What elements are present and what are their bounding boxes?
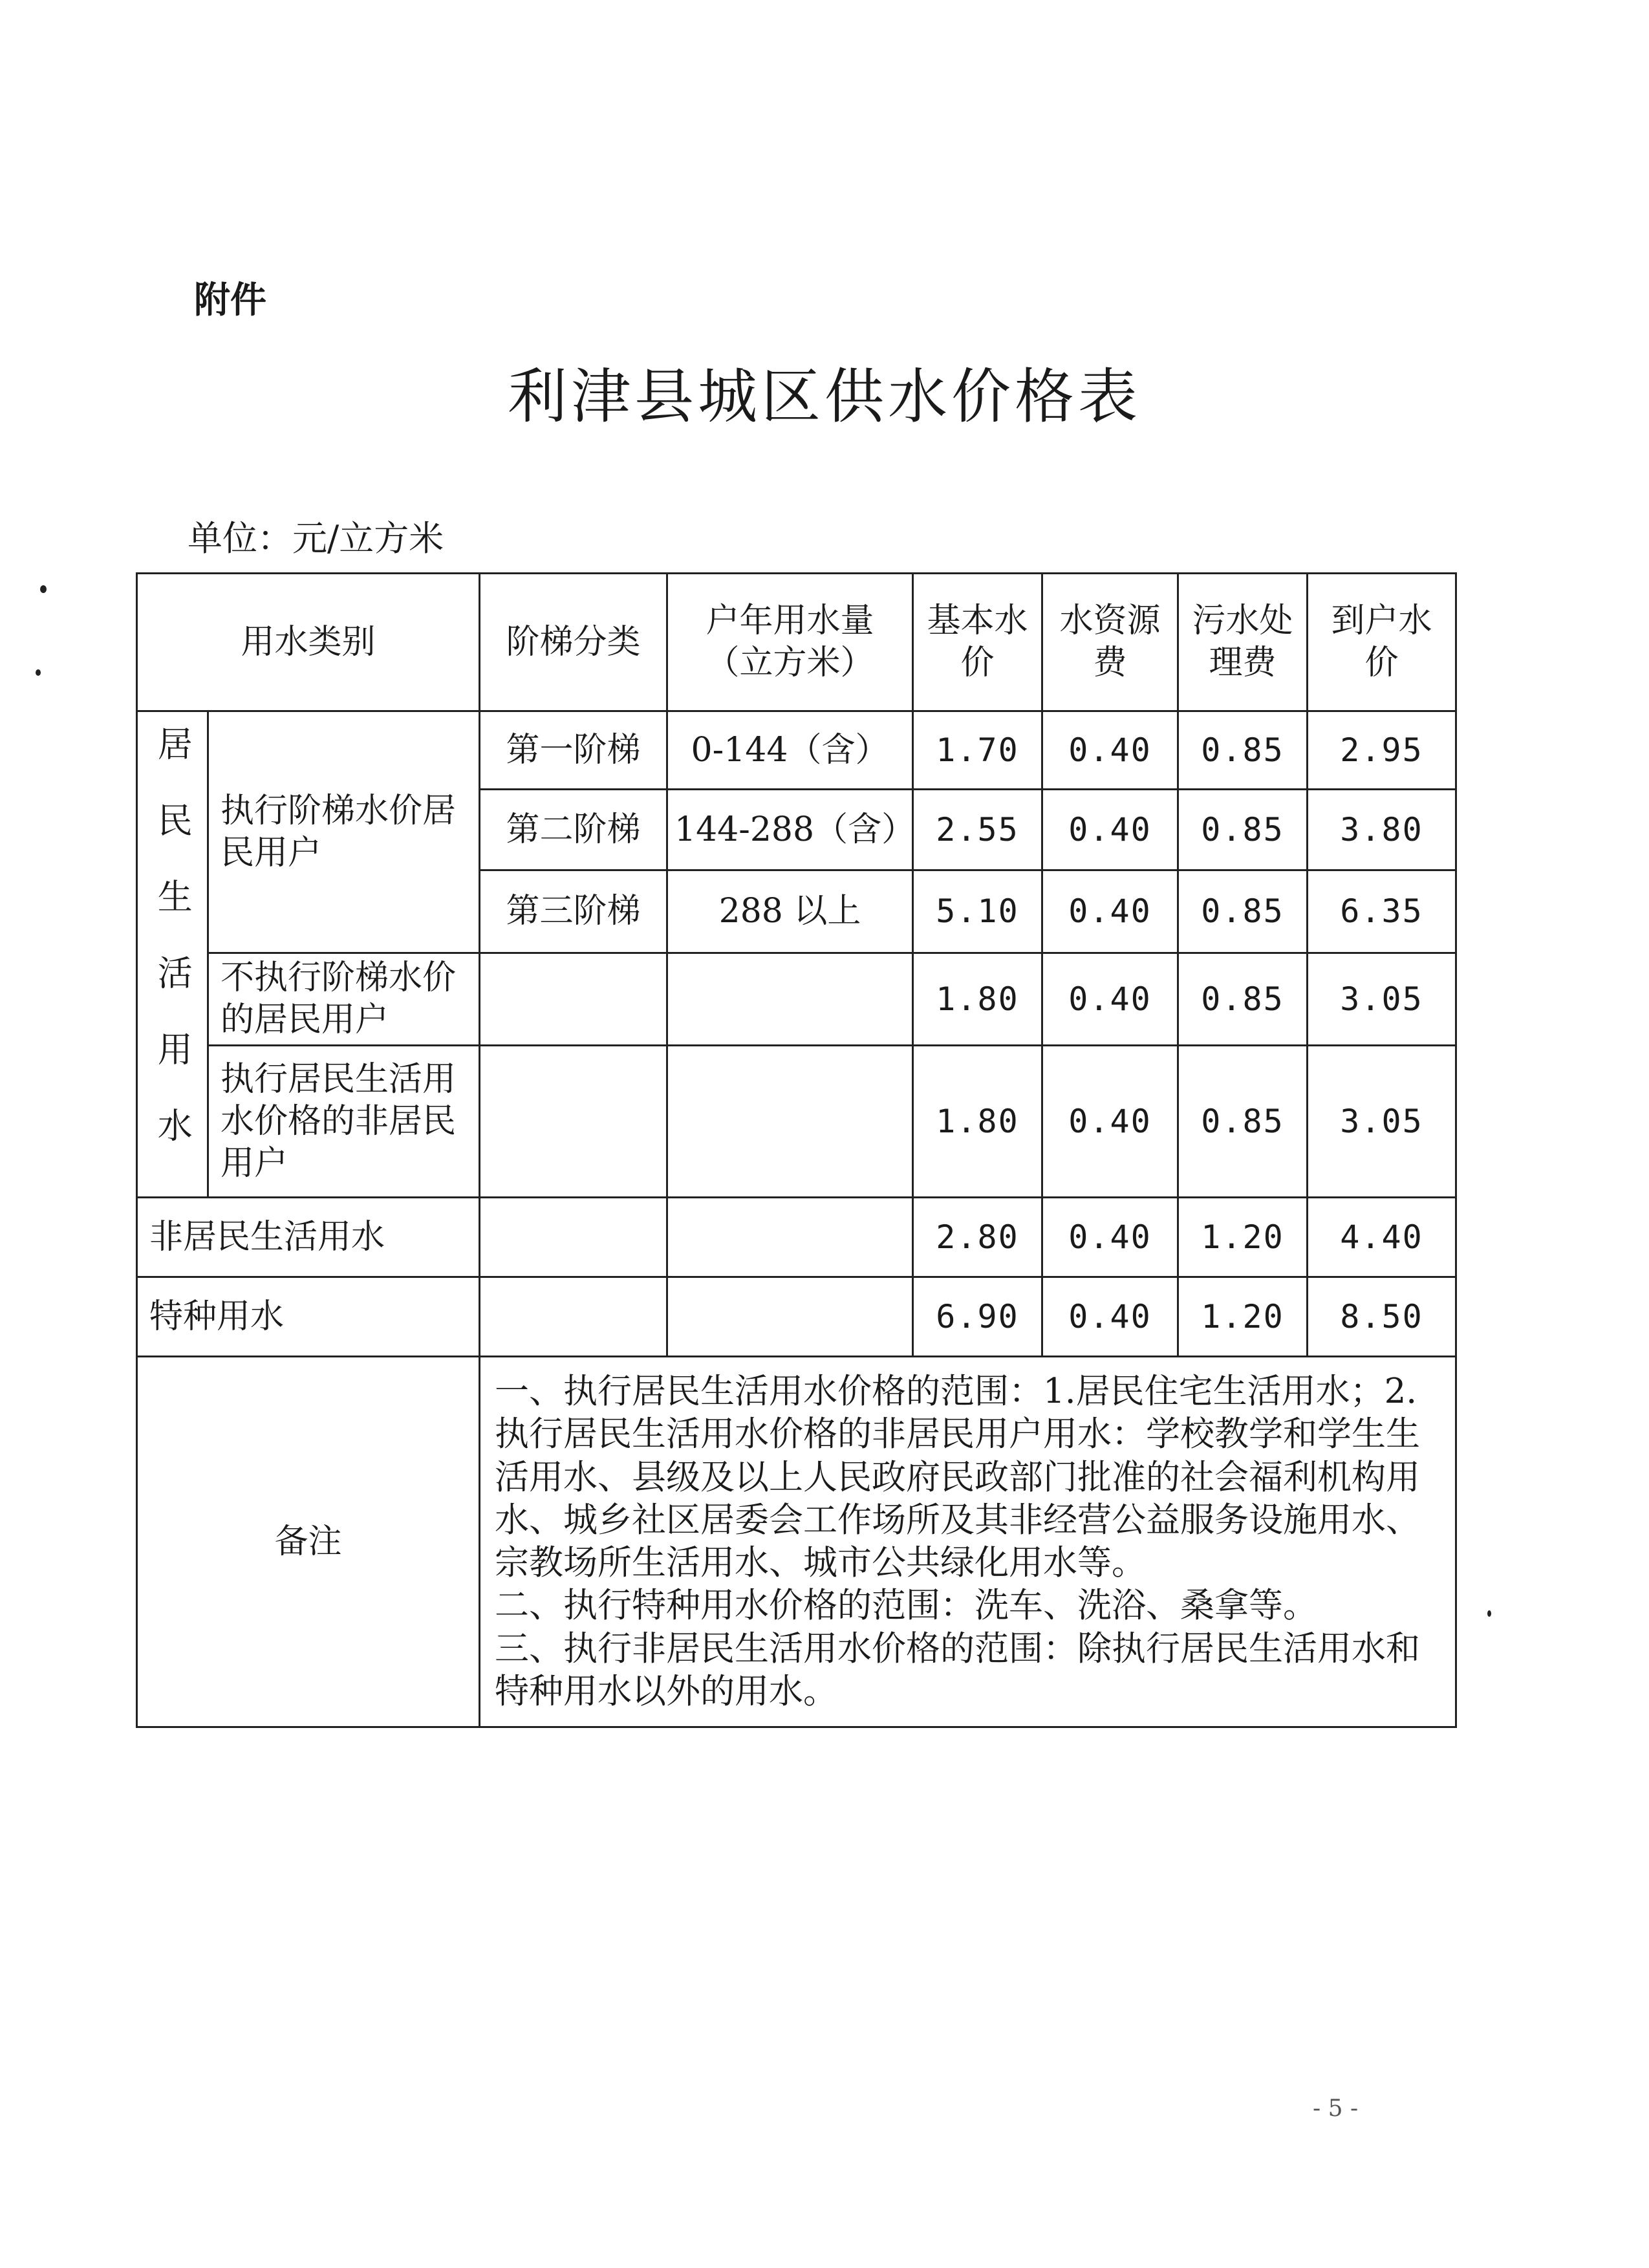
header-resource-fee: 水资源费 [1042, 574, 1178, 711]
tier-volume: 144-288（含） [667, 790, 913, 870]
tier-name: 第一阶梯 [480, 711, 667, 790]
resource-fee-cell: 0.40 [1042, 790, 1178, 870]
table-row [137, 1198, 1456, 1277]
empty-cell [667, 1046, 913, 1198]
resource-fee-cell: 0.40 [1042, 953, 1178, 1046]
header-category: 用水类别 [137, 574, 480, 711]
scan-speck [36, 669, 41, 676]
notes-label: 备注 [137, 1357, 480, 1727]
notes-row [137, 1357, 1456, 1727]
non-resident-at-res-label: 执行居民生活用水价格的非居民用户 [208, 1046, 480, 1198]
note-item: 三、执行非居民生活用水价格的范围：除执行居民生活用水和特种用水以外的用水。 [495, 1628, 1421, 1711]
resource-fee-cell: 0.40 [1042, 870, 1178, 953]
base-price-cell: 1.70 [913, 711, 1042, 790]
base-price-cell: 5.10 [913, 870, 1042, 953]
sewage-fee-cell: 1.20 [1178, 1198, 1308, 1277]
tier-volume: 0-144（含） [667, 711, 913, 790]
empty-cell [480, 1198, 667, 1277]
total-price-cell: 3.05 [1308, 1046, 1456, 1198]
non-tiered-label: 不执行阶梯水价的居民用户 [208, 953, 480, 1046]
scan-speck [40, 585, 47, 593]
base-price-cell: 2.55 [913, 790, 1042, 870]
total-price-cell: 3.80 [1308, 790, 1456, 870]
empty-cell [480, 953, 667, 1046]
tier-volume: 288 以上 [667, 870, 913, 953]
sewage-fee-cell: 0.85 [1178, 790, 1308, 870]
total-price-cell: 4.40 [1308, 1198, 1456, 1277]
empty-cell [667, 1277, 913, 1357]
sewage-fee-cell: 0.85 [1178, 870, 1308, 953]
header-base-price: 基本水价 [913, 574, 1042, 711]
sewage-fee-cell: 1.20 [1178, 1277, 1308, 1357]
empty-cell [667, 1198, 913, 1277]
total-price-cell: 2.95 [1308, 711, 1456, 790]
unit-label: 单位：元/立方米 [188, 518, 444, 559]
empty-cell [667, 953, 913, 1046]
resource-fee-cell: 0.40 [1042, 1198, 1178, 1277]
table-row [137, 1046, 1456, 1198]
sewage-fee-cell: 0.85 [1178, 1046, 1308, 1198]
base-price-cell: 1.80 [913, 953, 1042, 1046]
sewage-fee-cell: 0.85 [1178, 953, 1308, 1046]
tier-name: 第三阶梯 [480, 870, 667, 953]
residential-group-label: 居民生活用水 [137, 711, 208, 1198]
tiered-group-label: 执行阶梯水价居民用户 [208, 711, 480, 953]
table-row [137, 1277, 1456, 1357]
total-price-cell: 3.05 [1308, 953, 1456, 1046]
resource-fee-cell: 0.40 [1042, 1277, 1178, 1357]
attachment-label: 附件 [194, 279, 266, 321]
base-price-cell: 2.80 [913, 1198, 1042, 1277]
notes-body [480, 1357, 1456, 1727]
header-tier: 阶梯分类 [480, 574, 667, 711]
note-item: 二、执行特种用水价格的范围：洗车、洗浴、桑拿等。 [495, 1586, 1318, 1626]
table-header-row [137, 574, 1456, 711]
table-row [137, 711, 1456, 790]
page-title: 利津县城区供水价格表 [507, 362, 1141, 431]
base-price-cell: 6.90 [913, 1277, 1042, 1357]
tier-name: 第二阶梯 [480, 790, 667, 870]
sewage-fee-cell: 0.85 [1178, 711, 1308, 790]
header-annual-volume: 户年用水量（立方米） [667, 574, 913, 711]
special-label: 特种用水 [137, 1277, 480, 1357]
header-sewage-fee: 污水处理费 [1178, 574, 1308, 711]
price-table [136, 572, 1457, 1728]
page-number: - 5 - [1313, 2095, 1359, 2122]
scan-speck [1487, 1610, 1491, 1617]
table-row [137, 953, 1456, 1046]
total-price-cell: 8.50 [1308, 1277, 1456, 1357]
total-price-cell: 6.35 [1308, 870, 1456, 953]
header-total-price: 到户水价 [1308, 574, 1456, 711]
resource-fee-cell: 0.40 [1042, 1046, 1178, 1198]
empty-cell [480, 1277, 667, 1357]
resource-fee-cell: 0.40 [1042, 711, 1178, 790]
empty-cell [480, 1046, 667, 1198]
note-item: 一、执行居民生活用水价格的范围：1.居民住宅生活用水；2.执行居民生活用水价格的非居民用户用水：学校教学和学生生活用水、县级及以上人民政府民政部门批准的社会福利机构用水、城乡社区居委会工作场所及其非经营公益服务设施用水、宗教场所生活用水、城市公共绿化用水等。 [495, 1372, 1421, 1582]
base-price-cell: 1.80 [913, 1046, 1042, 1198]
non-residential-label: 非居民生活用水 [137, 1198, 480, 1277]
